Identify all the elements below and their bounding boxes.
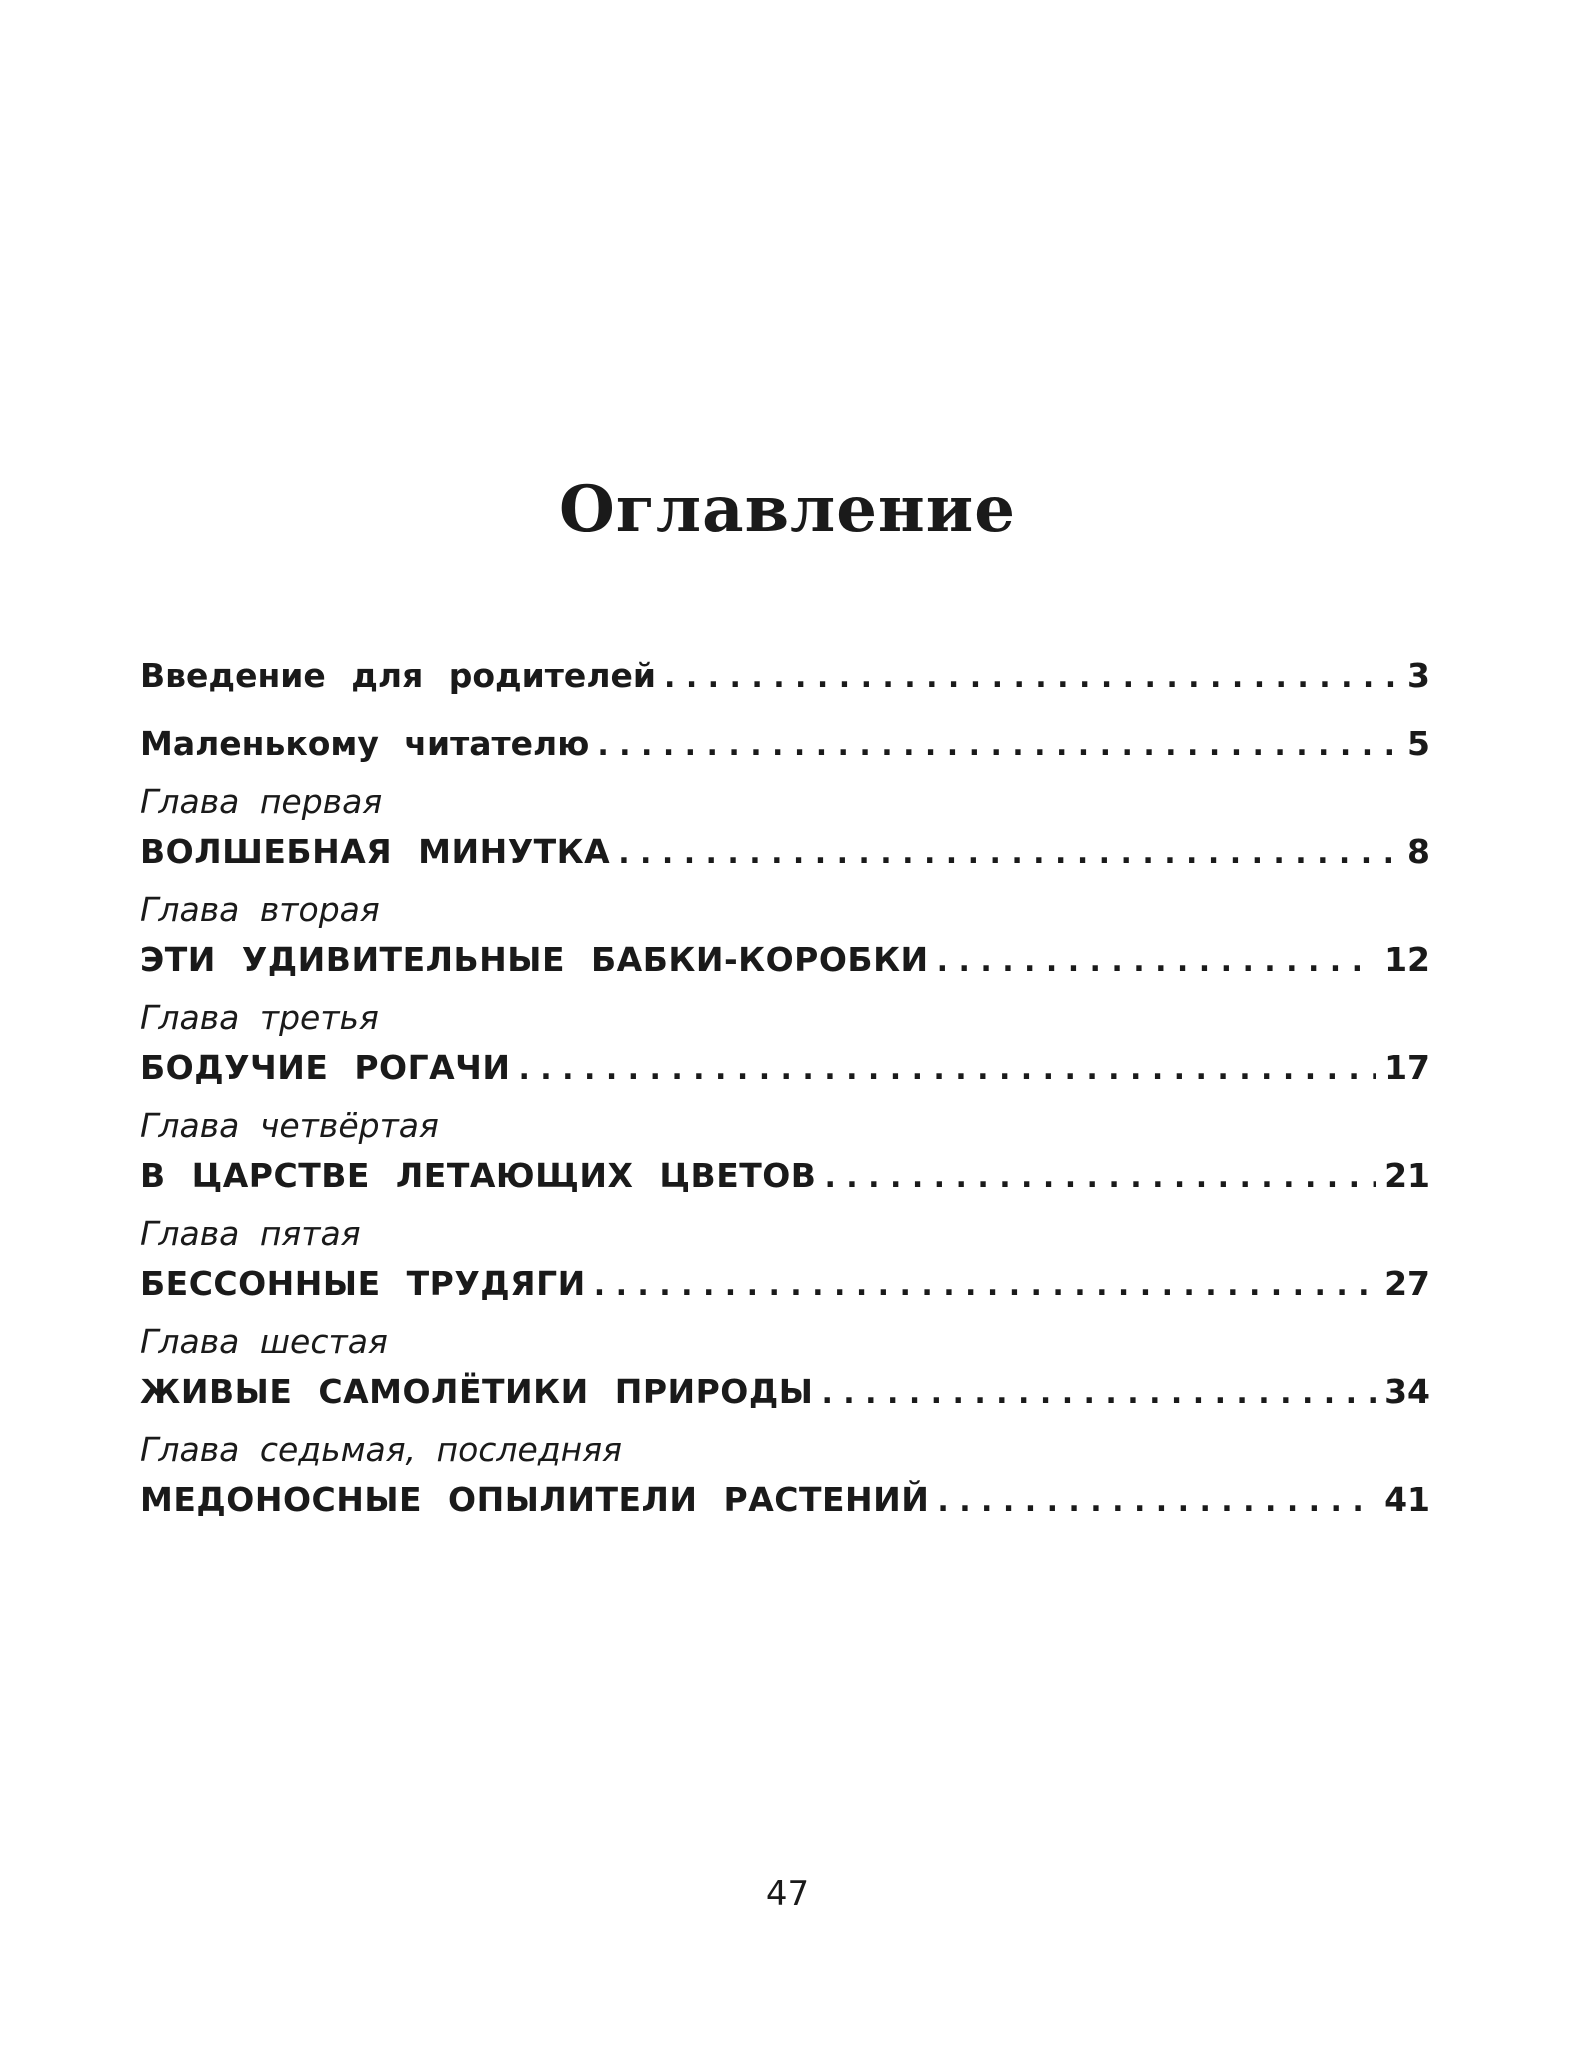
toc-entry-little-reader[interactable]	[140, 718, 1430, 770]
toc-entry-title: ЭТИ УДИВИТЕЛЬНЫЕ БАБКИ-КОРОБКИ	[140, 940, 929, 979]
dot-leader	[597, 720, 1399, 772]
page-title: Оглавление	[559, 472, 1016, 547]
toc-entry-title: ЖИВЫЕ САМОЛЁТИКИ ПРИРОДЫ	[140, 1372, 814, 1411]
toc-entry-page: 3	[1407, 656, 1430, 695]
chapter-label: Глава шестая	[140, 1322, 388, 1361]
chapter-label: Глава четвёртая	[140, 1106, 439, 1145]
toc-entry-page: 27	[1384, 1264, 1430, 1303]
table-of-contents	[140, 650, 1430, 1526]
toc-entry-title: В ЦАРСТВЕ ЛЕТАЮЩИХ ЦВЕТОВ	[140, 1156, 817, 1195]
toc-entry-title: БОДУЧИЕ РОГАЧИ	[140, 1048, 511, 1087]
dot-leader	[594, 1260, 1376, 1312]
toc-entry-page: 12	[1384, 940, 1430, 979]
toc-entry-title: ВОЛШЕБНАЯ МИНУТКА	[140, 832, 611, 871]
toc-entry-page: 8	[1407, 832, 1430, 871]
toc-entry-page: 17	[1384, 1048, 1430, 1087]
toc-entry-chapter-1[interactable]	[140, 826, 1430, 878]
dot-leader	[664, 652, 1399, 704]
toc-entry-chapter-3[interactable]	[140, 1042, 1430, 1094]
dot-leader	[937, 1476, 1376, 1528]
toc-entry-page: 21	[1384, 1156, 1430, 1195]
toc-entry-chapter-5[interactable]	[140, 1258, 1430, 1310]
dot-leader	[937, 936, 1376, 988]
chapter-label: Глава первая	[140, 782, 383, 821]
dot-leader	[518, 1044, 1376, 1096]
toc-entry-title: Маленькому читателю	[140, 724, 590, 763]
chapter-label: Глава вторая	[140, 890, 380, 929]
dot-leader	[618, 828, 1399, 880]
toc-entry-chapter-2[interactable]	[140, 934, 1430, 986]
toc-entry-chapter-4[interactable]	[140, 1150, 1430, 1202]
toc-entry-page: 34	[1384, 1372, 1430, 1411]
chapter-label: Глава седьмая, последняя	[140, 1430, 622, 1469]
chapter-label: Глава пятая	[140, 1214, 361, 1253]
toc-entry-chapter-7[interactable]	[140, 1474, 1430, 1526]
dot-leader	[821, 1368, 1376, 1420]
toc-entry-chapter-6[interactable]	[140, 1366, 1430, 1418]
toc-entry-page: 5	[1407, 724, 1430, 763]
dot-leader	[824, 1152, 1376, 1204]
toc-entry-title: БЕССОННЫЕ ТРУДЯГИ	[140, 1264, 586, 1303]
toc-entry-page: 41	[1384, 1480, 1430, 1519]
chapter-label: Глава третья	[140, 998, 379, 1037]
page-number: 47	[765, 1874, 810, 1914]
toc-entry-intro-parents[interactable]	[140, 650, 1430, 702]
toc-entry-title: МЕДОНОСНЫЕ ОПЫЛИТЕЛИ РАСТЕНИЙ	[140, 1480, 930, 1519]
toc-entry-title: Введение для родителей	[140, 656, 656, 695]
